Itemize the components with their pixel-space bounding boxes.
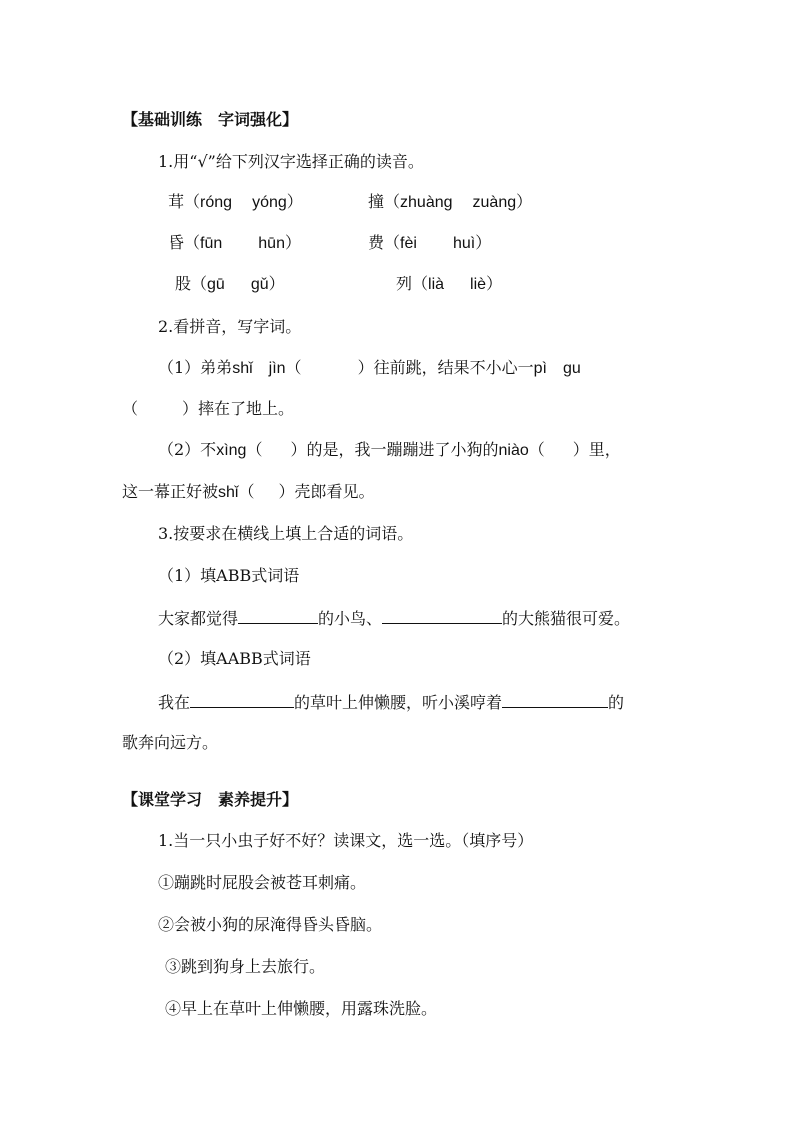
section-title-basic-training: 【基础训练 字词强化】 xyxy=(122,110,299,129)
question-3-sub-1-label: （1）填ABB式词语 xyxy=(158,566,300,585)
question-2-sentence-1: （1）弟弟shǐ jìn（ ）往前跳，结果不小心一pì gu xyxy=(158,358,581,377)
section-title-classroom-learning: 【课堂学习 素养提升】 xyxy=(122,790,299,809)
pinyin-item-2: 撞（zhuàng zuàng） xyxy=(368,192,533,211)
item-char: 费 xyxy=(368,233,385,252)
question-3-sub-2-sentence-cont: 歌奔向远方。 xyxy=(122,733,219,752)
answer-blank[interactable]: （ ） xyxy=(122,399,199,418)
pinyin-item-4: 费（fèi huì） xyxy=(368,233,492,252)
question-3-prompt: 3.按要求在横线上填上合适的词语。 xyxy=(158,524,414,543)
option-4: ④早上在草叶上伸懒腰，用露珠洗脸。 xyxy=(165,999,438,1018)
fill-blank-line[interactable] xyxy=(190,689,294,708)
pinyin-option[interactable]: yóng xyxy=(252,194,287,211)
question-2-prompt: 2.看拼音，写字词。 xyxy=(158,317,302,336)
pinyin-option[interactable]: róng xyxy=(200,194,233,211)
question-2-sentence-2: （2）不xìng（ ）的是，我一蹦蹦进了小狗的niào（ ）里， xyxy=(158,440,621,459)
question-2-sentence-3: 这一幕正好被shǐ（ ）壳郎看见。 xyxy=(122,482,375,501)
question-3-sub-2-label: （2）填AABB式词语 xyxy=(158,649,311,668)
pinyin-option[interactable]: gǔ xyxy=(250,276,269,293)
pinyin-option[interactable]: liè xyxy=(470,276,487,293)
pinyin-hint: xìng xyxy=(216,442,247,459)
answer-blank[interactable]: （ ） xyxy=(285,358,374,377)
pinyin-item-3: 昏（fūn hūn） xyxy=(168,233,301,252)
pinyin-item-6: 列（lià liè） xyxy=(396,274,503,293)
answer-blank[interactable]: （ ） xyxy=(528,440,589,459)
question-3-sub-2-sentence: 我在 的草叶上伸懒腰，听小溪哼着 的 xyxy=(158,689,624,715)
fill-blank-line[interactable] xyxy=(502,689,608,708)
answer-blank[interactable]: （ ） xyxy=(238,482,295,501)
answer-blank[interactable]: （ ） xyxy=(246,440,307,459)
pinyin-hint: pì gu xyxy=(533,360,581,377)
pinyin-option[interactable]: zuàng xyxy=(472,194,517,211)
question-1-prompt: 1.用“√”给下列汉字选择正确的读音。 xyxy=(158,152,424,171)
option-2: ②会被小狗的尿淹得昏头昏脑。 xyxy=(158,915,383,934)
pinyin-hint: shǐ jìn xyxy=(232,360,286,377)
option-1: ①蹦跳时屁股会被苍耳刺痛。 xyxy=(158,873,367,892)
section-2-question-1-prompt: 1.当一只小虫子好不好？读课文，选一选。（填序号） xyxy=(158,831,534,850)
item-char: 茸 xyxy=(168,192,185,211)
pinyin-option[interactable]: huì xyxy=(452,235,476,252)
fill-blank-line[interactable] xyxy=(238,605,318,624)
pinyin-hint: niào xyxy=(498,442,529,459)
pinyin-item-1: 茸（róng yóng） xyxy=(168,192,303,211)
option-3: ③跳到狗身上去旅行。 xyxy=(165,957,326,976)
pinyin-option[interactable]: lià xyxy=(428,276,445,293)
pinyin-option[interactable]: hūn xyxy=(258,235,285,252)
item-char: 股 xyxy=(175,274,192,293)
fill-blank-line[interactable] xyxy=(382,605,502,624)
item-char: 昏 xyxy=(168,233,185,252)
pinyin-option[interactable]: fèi xyxy=(400,235,417,252)
pinyin-option[interactable]: gū xyxy=(207,276,225,293)
question-2-sentence-1-cont: （ ）摔在了地上。 xyxy=(122,399,295,418)
item-char: 撞 xyxy=(368,192,385,211)
question-3-sub-1-sentence: 大家都觉得 的小鸟、 的大熊猫很可爱。 xyxy=(158,605,630,631)
pinyin-option[interactable]: fūn xyxy=(200,235,223,252)
pinyin-item-5: 股（gū gǔ） xyxy=(175,274,285,293)
item-char: 列 xyxy=(396,274,413,293)
pinyin-option[interactable]: zhuàng xyxy=(400,194,453,211)
pinyin-hint: shǐ xyxy=(218,484,239,501)
